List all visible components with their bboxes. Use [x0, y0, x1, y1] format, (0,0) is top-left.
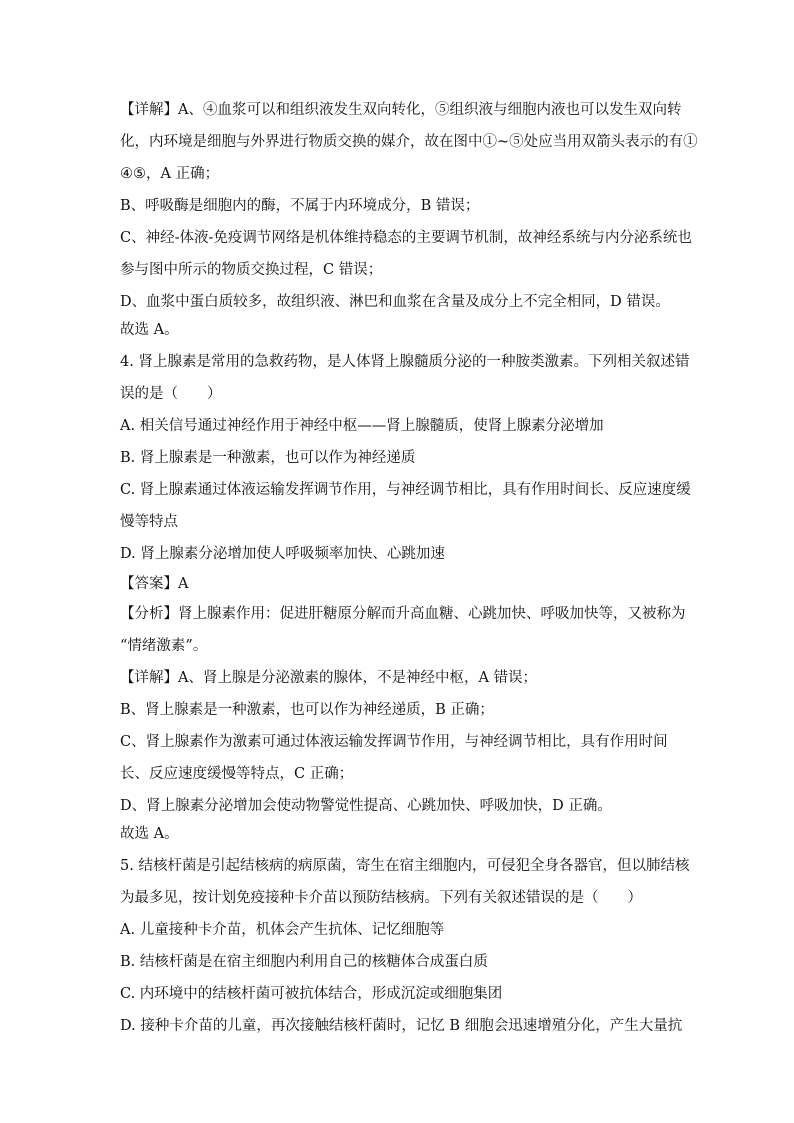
- option-d: D. 肾上腺素分泌增加使人呼吸频率加快、心跳加速: [120, 546, 445, 562]
- explanation-text: D、肾上腺素分泌增加会使动物警觉性提高、心跳加快、呼吸加快，D 正确。: [120, 798, 612, 814]
- analysis-text-cont: “情绪激素”。: [120, 638, 208, 654]
- text-line: D、血浆中蛋白质较多，故组织液、淋巴和血浆在含量及成分上不完全相同，D 错误。: [120, 294, 670, 310]
- question-5-stem-cont: 为最多见，按计划免疫接种卡介苗以预防结核病。下列有关叙述错误的是（ ）: [120, 890, 642, 906]
- option-b: B. 肾上腺素是一种激素，也可以作为神经递质: [120, 450, 416, 466]
- option-c: C. 肾上腺素通过体液运输发挥调节作用，与神经调节相比，具有作用时间长、反应速度缓: [120, 482, 691, 498]
- question-5-stem: 5. 结核杆菌是引起结核病的病原菌，寄生在宿主细胞内，可侵犯全身各器官，但以肺结核: [120, 858, 690, 874]
- option-b: B. 结核杆菌是在宿主细胞内利用自己的核糖体合成蛋白质: [120, 954, 488, 970]
- text-line: B、呼吸酶是细胞内的酶，不属于内环境成分，B 错误；: [120, 198, 480, 214]
- answer-label: 【答案】A: [120, 576, 189, 592]
- analysis-text: 【分析】肾上腺素作用：促进肝糖原分解而升高血糖、心跳加快、呼吸加快等，又被称为: [120, 606, 686, 622]
- question-4-stem: 4. 肾上腺素是常用的急救药物，是人体肾上腺髓质分泌的一种胺类激素。下列相关叙述错: [120, 354, 690, 370]
- question-4-stem-cont: 误的是（ ）: [120, 386, 222, 402]
- option-d: D. 接种卡介苗的儿童，再次接触结核杆菌时，记忆 B 细胞会迅速增殖分化，产生大量抗: [120, 1018, 683, 1034]
- option-a: A. 儿童接种卡介苗，机体会产生抗体、记忆细胞等: [120, 922, 445, 938]
- explanation-text: B、肾上腺素是一种激素，也可以作为神经递质，B 正确；: [120, 702, 494, 718]
- option-c: C. 内环境中的结核杆菌可被抗体结合，形成沉淀或细胞集团: [120, 986, 503, 1002]
- option-c-cont: 慢等特点: [120, 514, 178, 530]
- explanation-text: C、肾上腺素作为激素可通过体液运输发挥调节作用，与神经调节相比，具有作用时间: [120, 734, 668, 750]
- text-line: 参与图中所示的物质交换过程，C 错误；: [120, 262, 383, 278]
- text-line: 【详解】A、④血浆可以和组织液发生双向转化，⑤组织液与细胞内液也可以发生双向转: [120, 102, 682, 118]
- explanation-text: 【详解】A、肾上腺是分泌激素的腺体，不是神经中枢，A 错误；: [120, 670, 538, 686]
- text-line: ④⑤，A 正确；: [120, 166, 220, 182]
- option-a: A. 相关信号通过神经作用于神经中枢——肾上腺髓质，使肾上腺素分泌增加: [120, 418, 604, 434]
- text-line: C、神经-体液-免疫调节网络是机体维持稳态的主要调节机制，故神经系统与内分泌系统也: [120, 230, 692, 246]
- text-line: 化，内环境是细胞与外界进行物质交换的媒介，故在图中①~⑤处应当用双箭头表示的有①: [120, 134, 698, 150]
- explanation-text: 故选 A。: [120, 826, 179, 842]
- text-line: 故选 A。: [120, 322, 179, 338]
- explanation-text: 长、反应速度缓慢等特点，C 正确；: [120, 766, 354, 782]
